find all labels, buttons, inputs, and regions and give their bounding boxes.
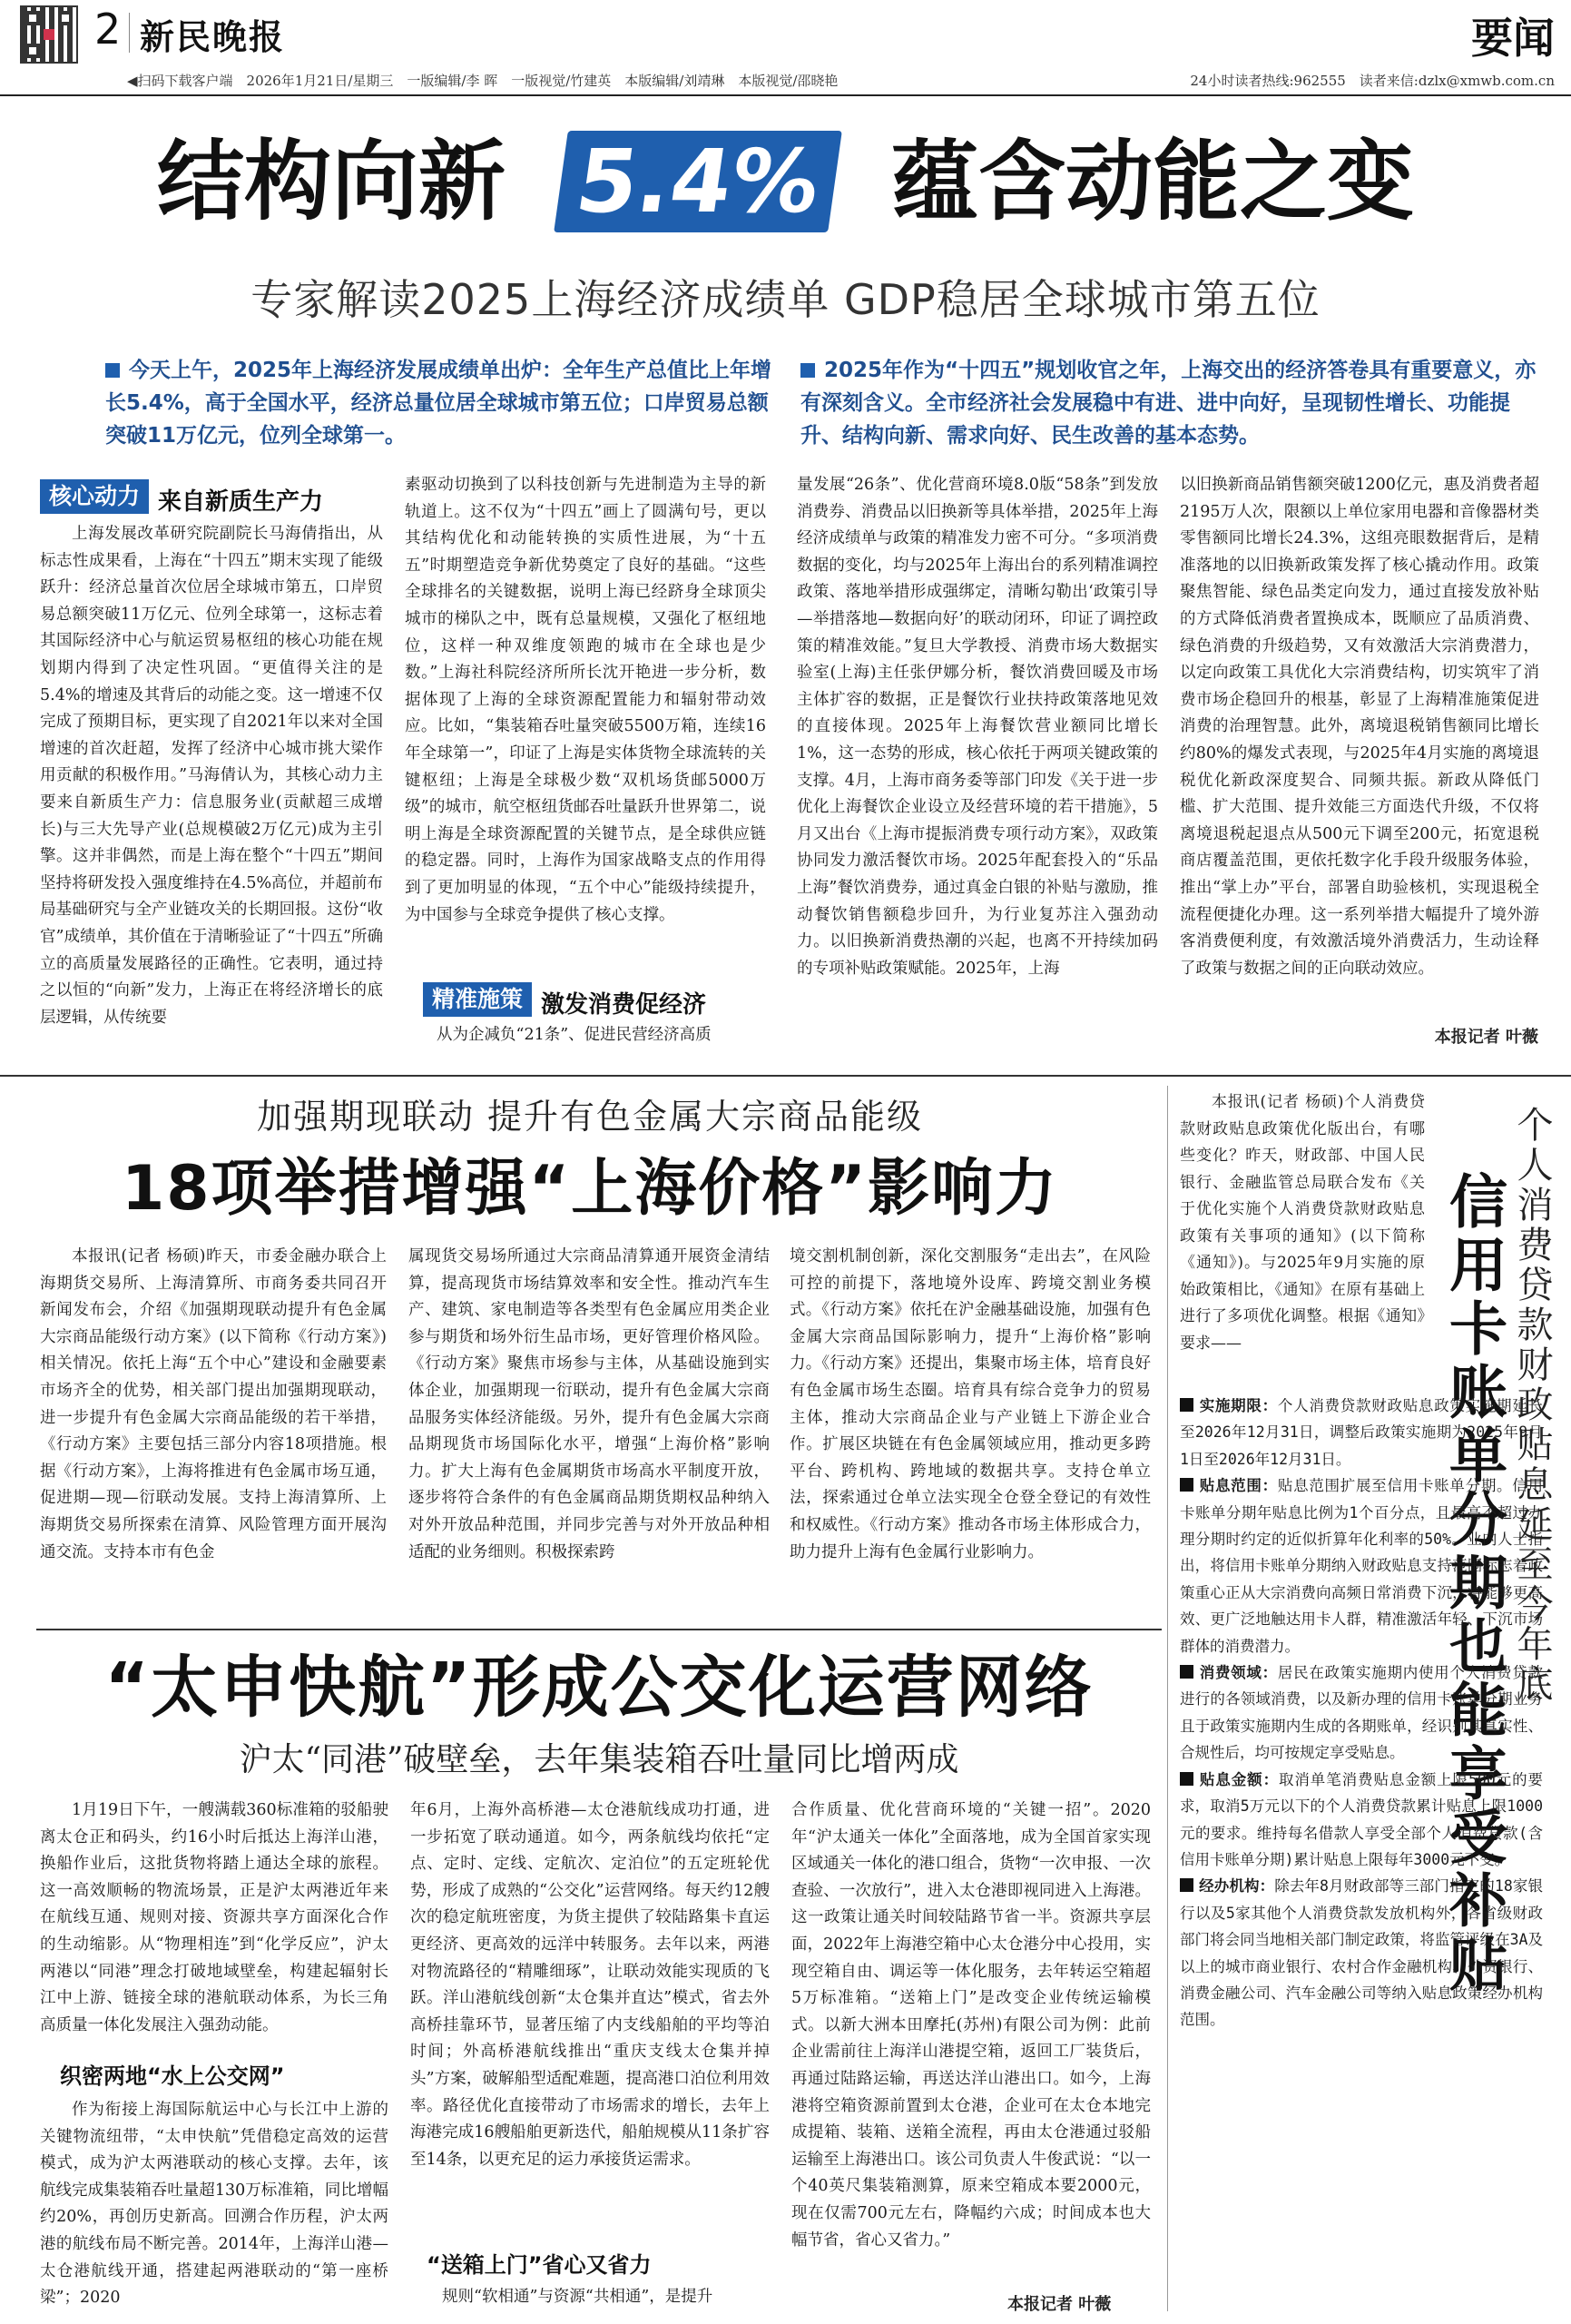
story2-kicker: 加强期现联动 提升有色金属大宗商品能级: [256, 1097, 924, 1137]
lead-summary-left: 今天上午，2025年上海经济发展成绩单出炉：全年生产总值比上年增长5.4%，高于全国水平，经济总量位居全球城市第五位；口岸贸易总额突破11万亿元，位列全球第一。: [105, 359, 772, 448]
story4-item: 贴息金额：取消单笔消费贴息金额上限500元的要求，取消5万元以下的个人消费贷款累计贴息上限1000元的要求。维持每名借款人享受全部个人消费贷款(含信用卡账单分期)累计贴息上限每年3000元不变。: [1180, 1770, 1543, 1868]
story3-column-2-tail: 规则“软相通”与资源“共相通”，是提升: [442, 2288, 713, 2306]
info-line: ◀扫码下载客户端 2026年1月21日/星期三 一版编辑/李 晖 一版视觉/竹建英 本版编辑/刘靖琳 本版视觉/邵晓艳: [127, 73, 839, 89]
story3-column-3: 合作质量、优化营商环境的“关键一招”。2020年“沪太通关一体化”全面落地，成为全国首家实现区域通关一体化的港口组合，货物“一次申报、一次查验、一次放行”，进入太仓港即视同进入上海港。这一政策让通关时间较陆路节省一半。资源共享层面，2022年上海港空箱中心太仓港分中心投用，实现空箱自由、调运等一体化服务，去年转运空箱超5万标准箱。“送箱上门”是改变企业传统运输模式。以新大洲本田摩托(苏州)有限公司为例：此前企业需前往上海洋山港提空箱，返回工厂装货后，再通过陆路运输，再送达洋山港出口。如今，上海港将空箱资源前置到太仓港，企业可在太仓本地完成提箱、装箱、送箱全流程，再由太仓港通过驳船运输至上海港出口。该公司负责人牛俊武说：“以一个40英尺集装箱测算，原来空箱成本要2000元，现在仅需700元左右，降幅约六成；时间成本也大幅节省，省心又省力。”: [791, 1801, 1151, 2250]
bullet-square-icon: [1180, 1772, 1193, 1786]
lead-headline-left: 结构向新: [156, 131, 506, 232]
story3-byline: 本报记者 叶薇: [1007, 2295, 1112, 2314]
story4-items: [1180, 1393, 1543, 2311]
lead-summary-right: 2025年作为“十四五”规划收官之年，上海交出的经济答卷具有重要意义，亦有深刻含义。全市经济社会发展稳中有进、进中向好，呈现韧性增长、功能提升、结构向新、需求向好、民生改善的基本态势。: [800, 359, 1537, 448]
summary-bullet-icon: [105, 363, 120, 378]
lead-column-3: 量发展“26条”、优化营商环境8.0版“58条”到发放消费券、消费品以旧换新等具体举措，2025年上海经济成绩单与政策的精准发力密不可分。“多项消费数据的变化，均与2025年上海出台的系列精准调控政策、落地举措形成强绑定，清晰勾勒出‘政策引导—举措落地—数据向好’的联动闭环，印证了调控政策的精准效能。”复旦大学教授、消费市场大数据实验室(上海)主任张伊娜分析，餐饮消费回暖及市场主体扩容的数据，正是餐饮行业扶持政策落地见效的直接体现。2025年上海餐饮营业额同比增长1%，这一态势的形成，核心依托于两项关键政策的支撑。4月，上海市商务委等部门印发《关于进一步优化上海餐饮企业设立及经营环境的若干措施》，5月又出台《上海市提振消费专项行动方案》，双政策协同发力激活餐饮市场。2025年配套投入的“乐品上海”餐饮消费券，通过真金白银的补贴与激励，推动餐饮销售额稳步回升，为行业复苏注入强劲动力。以旧换新消费热潮的兴起，也离不开持续加码的专项补贴政策赋能。2025年，上海: [797, 476, 1158, 978]
section-tag: 核心动力: [40, 479, 149, 514]
story4-item: 实施期限：个人消费贷款财政贴息政策实施期延长至2026年12月31日，调整后政策实施期为2025年9月1日至2026年12月31日。: [1180, 1397, 1543, 1468]
lead-byline: 本报记者 叶薇: [1434, 1028, 1538, 1047]
story2-headline: 18项举措增强“上海价格”影响力: [121, 1153, 1058, 1225]
story4-headline: 信用卡账单分期也能享受补贴: [1439, 1171, 1507, 1997]
section-label: 要闻: [1471, 14, 1555, 63]
lead-column-2-tail: 从为企减负“21条”、促进民营经济高质: [437, 1026, 712, 1044]
masthead-divider: [129, 13, 130, 53]
bullet-square-icon: [1180, 1878, 1193, 1892]
page-number: 2: [94, 5, 122, 54]
story3-subhead-2: “送箱上门”省心又省力: [427, 2252, 652, 2278]
bullet-square-icon: [1180, 1398, 1193, 1412]
story3-subheadline: 沪太“同港”破壁垒，去年集装箱吞吐量同比增两成: [239, 1741, 959, 1778]
lead-column-1: 上海发展改革研究院副院长马海倩指出，从标志性成果看，上海在“十四五”期末实现了能级跃升：经济总量首次位居全球城市第五，口岸贸易总额突破11万亿元、位列全球第一，这标志着其国际经济中心与航运贸易枢纽的核心功能在规划期内得到了决定性巩固。“更值得关注的是5.4%的增速及其背后的动能之变。这一增速不仅完成了预期目标，更实现了自2021年以来对全国增速的首次赶超，发挥了经济中心城市挑大梁作用贡献的积极作用。”马海倩认为，其核心动力主要来自新质生产力：信息服务业(贡献超三成增长)与三大先导产业(总规模破2万亿元)成为主引擎。这并非偶然，而是上海在整个“十四五”期间坚持将研发投入强度维持在4.5%高位，并超前布局基础研究与全产业链攻关的长期回报。这份“收官”成绩单，其价值在于清晰验证了“十四五”所确立的高质量发展路径的正确性。它表明，通过持之以恒的“向新”发力，上海正在将经济增长的底层逻辑，从传统要: [40, 525, 383, 1027]
story2-column-2: 属现货交易场所通过大宗商品清算通开展资金清结算，提高现货市场结算效率和安全性。推动汽车生产、建筑、家电制造等各类型有色金属应用类企业参与期货和场外衍生品市场，更好管理价格风险。《行动方案》聚焦市场参与主体，从基础设施到实体企业，加强期现一衍联动，提升有色金属大宗商品服务实体经济能级。另外，提升有色金属大宗商品期现货市场国际化水平，增强“上海价格”影响力。扩大上海有色金属期货市场高水平制度开放，逐步将符合条件的有色金属商品期货期权品种纳入对外开放品种范围，并同步完善与对外开放品种相适配的业务细则。积极探索跨: [408, 1247, 770, 1561]
section-heading-core: [40, 479, 403, 517]
lead-subheadline: 专家解读2025上海经济成绩单 GDP稳居全球城市第五位: [250, 275, 1321, 324]
story2-column-3: 境交割机制创新，深化交割服务“走出去”，在风险可控的前提下，落地境外设库、跨境交割业务模式。《行动方案》依托在沪金融基础设施，加强有色金属大宗商品国际影响力，提升“上海价格”影响力。《行动方案》还提出，集聚市场主体，培育良好有色金属市场生态圈。培育具有综合竞争力的贸易主体，推动大宗商品企业与产业链上下游企业合作。扩展区块链在有色金属领域应用，推动更多跨平台、跨机构、跨地域的数据共享。支持仓单立法，探索通过仓单立法实现全仓登全登记的有效性和权威性。《行动方案》推动各市场主体形成合力，助力提升上海有色金属行业影响力。: [790, 1247, 1151, 1561]
lead-headline-number: 5.4%: [555, 131, 843, 232]
summary-bullet-icon: [800, 363, 815, 378]
story3-column-2: 年6月，上海外高桥港—太仓港航线成功打通，进一步拓宽了联动通道。如今，两条航线均依托“定点、定时、定线、定航次、定泊位”的五定班轮优势，形成了成熟的“公交化”运营网络。每天约12艘次的稳定航班密度，为货主提供了较陆路集卡直运更经济、更高效的远洋中转服务。去年以来，两港对物流路径的“精雕细琢”，让联动效能实现质的飞跃。洋山港航线创新“太仓集并直达”模式，省去外高桥挂靠环节，显著压缩了内支线船舶的平均等泊时间；外高桥港航线推出“重庆支线太仓集并掉头”方案，破解船型适配难题，提高港口泊位利用效率。路径优化直接带动了市场需求的增长，去年上海港完成16艘船舶更新迭代，船舶规模从11条扩容至14条，以更充足的运力承接货运需求。: [410, 1801, 770, 2169]
section-tag: 精准施策: [423, 982, 532, 1017]
lead-headline: [0, 127, 1571, 236]
story4-intro: 本报讯(记者 杨硕)个人消费贷款财政贴息政策优化版出台，有哪些变化？昨天，财政部、中国人民银行、金融监管总局联合发布《关于优化实施个人消费贷款财政贴息政策有关事项的通知》(以下简称《通知》)。与2025年9月实施的原始政策相比，《通知》在原有基础上进行了多项优化调整。根据《通知》要求——: [1180, 1093, 1425, 1353]
story2-bottom-rule: [36, 1629, 1162, 1630]
story4-divider: [1167, 1086, 1168, 2311]
story3-headline: “太申快航”形成公交化运营网络: [104, 1649, 1094, 1727]
story3-subhead-1: 织密两地“水上公交网”: [60, 2063, 285, 2089]
story4-kicker: 个人消费贷款财政贴息延至今年底: [1511, 1106, 1553, 1705]
story4-item: 消费领域：居民在政策实施期内使用个人消费贷款进行的各领域消费，以及新办理的信用卡账单分期业务且于政策实施期内生成的各期账单，经识别其真实性、合规性后，均可按规定享受贴息。: [1180, 1664, 1543, 1762]
lead-column-2: 素驱动切换到了以科技创新与先进制造为主导的新轨道上。这不仅为“十四五”画上了圆满句号，更以其结构优化和动能转换的实质性进展，为“十五五”时期塑造竞争新优势奠定了良好的基础。“这些全球排名的关键数据，说明上海已经跻身全球顶尖城市的梯队之中，既有总量规模，又强化了枢纽地位，这样一种双维度领跑的城市在全球也是少数。”上海社科院经济所所长沈开艳进一步分析，数据体现了上海的全球资源配置能力和辐射带动效应。比如，“集装箱吞吐量突破5500万箱，连续16年全球第一”，印证了上海是实体货物全球流转的关键枢纽；上海是全球极少数“双机场货邮5000万级”的城市，航空枢纽货邮吞吐量跃升世界第二，说明上海是全球资源配置的关键节点，是全球供应链的稳定器。同时，上海作为国家战略支点的作用得到了更加明显的体现，“五个中心”能级持续提升，为中国参与全球竞争提供了核心支撑。: [405, 476, 766, 924]
story3-column-1: 1月19日下午，一艘满载360标准箱的驳船驶离太仓正和码头，约16小时后抵达上海洋山港，换船作业后，这批货物将踏上通达全球的旅程。这一高效顺畅的物流场景，正是沪太两港近年来在航线互通、规则对接、资源共享方面深化合作的生动缩影。从“物理相连”到“化学反应”，沪太两港以“同港”理念打破地域壁垒，构建起辐射长江中上游、链接全球的港航联动体系，为长三角高质量一体化发展注入强劲动能。: [40, 1801, 388, 2034]
lead-bottom-rule: [0, 1075, 1571, 1077]
story4-item: 贴息范围：贴息范围扩展至信用卡账单分期。信用卡账单分期年贴息比例为1个百分点，且最高不超过办理分期时约定的近似折算年化利率的50%。业内人士指出，将信用卡账单分期纳入财政贴息支持范围标志着政策重心正从大宗消费向高频日常消费下沉，将能够更高效、更广泛地触达用卡人群，精准激活年轻、下沉市场群体的消费潜力。: [1180, 1477, 1543, 1655]
story3-column-1-tail: 作为衔接上海国际航运中心与长江中上游的关键物流纽带，“太申快航”凭借稳定高效的运营模式，成为沪太两港联动的核心支撑。去年，该航线完成集装箱吞吐量超130万标准箱，同比增幅约20%，再创历史新高。回溯合作历程，沪太两港的航线布局不断完善。2014年，上海洋山港—太仓港航线开通，搭建起两港联动的“第一座桥梁”；2020: [40, 2101, 388, 2308]
qr-code[interactable]: [20, 5, 78, 64]
bullet-square-icon: [1180, 1665, 1193, 1679]
story2-column-1: 本报讯(记者 杨硕)昨天，市委金融办联合上海期货交易所、上海清算所、市商务委共同召开新闻发布会，介绍《加强期现联动提升有色金属大宗商品能级行动方案》(以下简称《行动方案》)相关情况。依托上海“五个中心”建设和金融要素市场齐全的优势，相关部门提出加强期现联动，进一步提升有色金属大宗商品能级的若干举措，《行动方案》主要包括三部分内容18项措施。根据《行动方案》，上海将推进有色金属市场互通，促进期—现—衍联动发展。支持上海清算所、上海期货交易所探索在清算、风险管理方面开展沟通交流。支持本市有色金: [40, 1247, 387, 1561]
section-title: 激发消费促经济: [541, 991, 707, 1019]
section-title: 来自新质生产力: [158, 488, 324, 516]
lead-column-4: 以旧换新商品销售额突破1200亿元，惠及消费者超2195万人次，限额以上单位家用电器和音像器材类零售额同比增长24.3%，这组亮眼数据背后，是精准落地的以旧换新政策发挥了核心撬动作用。政策聚焦智能、绿色品类定向发力，通过直接发放补贴的方式降低消费者置换成本，既顺应了品质消费、绿色消费的升级趋势，又有效激活大宗消费潜力，以定向政策工具优化大宗消费结构，切实筑牢了消费市场企稳回升的根基，彰显了上海精准施策促进消费的治理智慧。此外，离境退税销售额同比增长约80%的爆发式表现，与2025年4月实施的离境退税优化新政深度契合、同频共振。新政从降低门槛、扩大范围、提升效能三方面迭代升级，不仅将离境退税起退点从500元下调至200元，拓宽退税商店覆盖范围，更依托数字化手段升级服务体验，推出“掌上办”平台，部署自助验核机，实现退税全流程便捷化办理。这一系列举措大幅提升了境外游客消费便利度，有效激活境外消费活力，生动诠释了政策与数据之间的正向联动效应。: [1180, 476, 1539, 978]
story4-item: 经办机构：除去年8月财政部等三部门指定的18家银行以及5家其他个人消费贷款发放机构外，各省级财政部门将会同当地相关部门制定政策，将监管评级在3A及以上的城市商业银行、农村合作金融机构、外资银行、消费金融公司、汽车金融公司等纳入贴息政策经办机构范围。: [1180, 1877, 1543, 2029]
paper-name: 新民晚报: [140, 16, 286, 57]
hotline: 24小时读者热线:962555 读者来信:dzlx@xmwb.com.cn: [1190, 73, 1555, 89]
masthead-rule: [0, 94, 1571, 96]
lead-headline-right: 蕴含动能之变: [891, 131, 1415, 232]
section-heading-policy: [423, 982, 786, 1019]
bullet-square-icon: [1180, 1478, 1193, 1492]
